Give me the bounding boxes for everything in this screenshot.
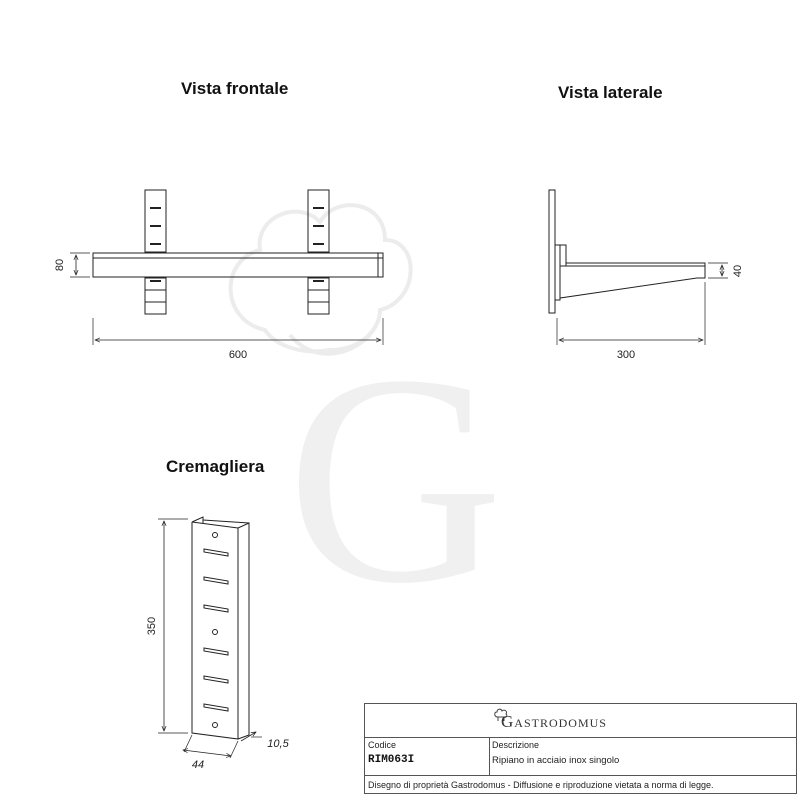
watermark-logo <box>228 205 504 645</box>
code-value: RIM063I <box>368 754 415 766</box>
title-block <box>364 703 797 794</box>
dim-side-thickness: 40 <box>732 264 744 278</box>
dim-front-width: 600 <box>228 349 248 361</box>
dim-side-depth: 300 <box>616 349 636 361</box>
dim-rack-width: 44 <box>191 759 205 771</box>
description-value: Ripiano in acciaio inox singolo <box>492 755 620 766</box>
code-label: Codice <box>368 740 397 750</box>
side-view-title: Vista laterale <box>558 83 663 102</box>
dim-rack-depth: 10,5 <box>267 738 289 750</box>
front-view-title: Vista frontale <box>181 79 289 98</box>
description-label: Descrizione <box>492 740 540 750</box>
brand-name: Gastrodomus <box>501 712 607 731</box>
watermark-letter: G <box>286 313 504 645</box>
description-cell <box>489 738 796 775</box>
copyright-notice: Disegno di proprietà Gastrodomus - Diffusione e riproduzione vietata a norma di legge. <box>368 780 714 790</box>
title-block-footer <box>365 776 796 794</box>
code-cell <box>365 738 490 775</box>
rack-view-title: Cremagliera <box>166 457 265 476</box>
title-block-logo-row <box>365 704 796 738</box>
rack-view <box>158 517 262 758</box>
title-block-info-row <box>365 738 796 776</box>
dim-front-height: 80 <box>54 258 66 272</box>
side-view <box>549 190 728 345</box>
dim-rack-height: 350 <box>146 616 158 636</box>
